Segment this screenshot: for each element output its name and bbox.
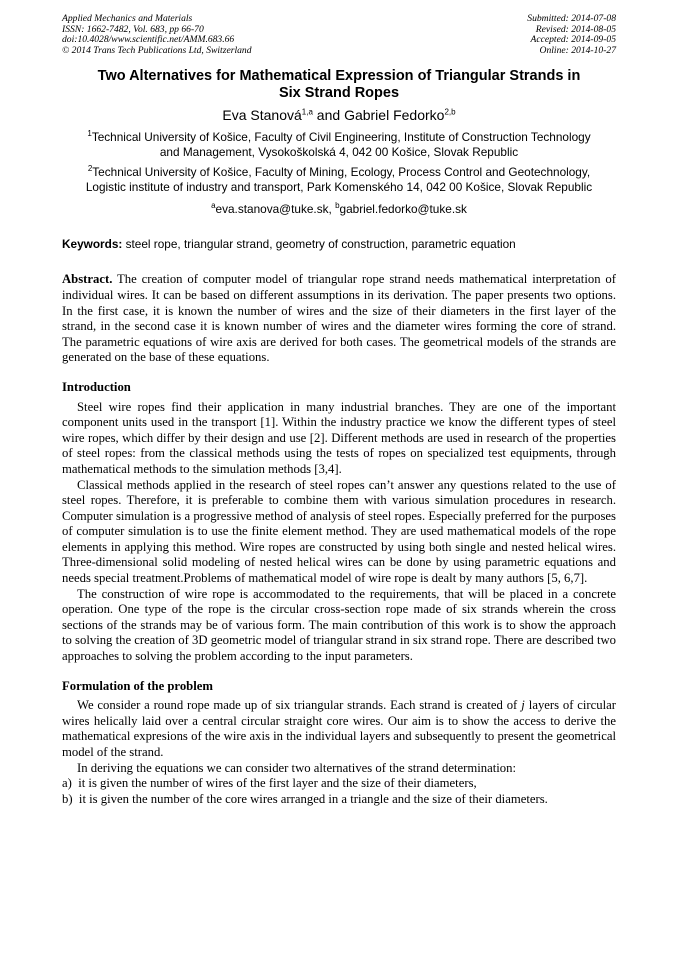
- author-separator: and: [312, 107, 345, 124]
- section-heading-introduction: Introduction: [62, 379, 131, 394]
- list-item: a) it is given the number of wires of the first layer and the size of their diameters,: [62, 776, 477, 791]
- formulation-p1-after: layers of circular wires helically laid over a central circular straight core wires. Our aim is to show the access to derive the mathematical expresions of the wire axis in the individual layers and subsequently to present the geometrical model of the strand.: [62, 698, 616, 759]
- date-revised: Revised: 2014-08-05: [535, 23, 616, 35]
- journal-info: [62, 14, 252, 56]
- journal-copyright: © 2014 Trans Tech Publications Ltd, Switzerland: [62, 44, 252, 56]
- affiliation-1-line-2: and Management, Vysokoškolská 4, 042 00 Košice, Slovak Republic: [159, 144, 519, 159]
- affiliation-1-line-1: Technical University of Košice, Faculty of Civil Engineering, Institute of Construction Technology: [91, 130, 591, 145]
- formulation-body: [62, 698, 616, 807]
- abstract: [62, 272, 616, 366]
- affiliation-2-marker: 2: [87, 164, 93, 174]
- affiliation-1-marker: 1: [87, 129, 92, 139]
- affiliation-2-line-1: Technical University of Košice, Faculty of Mining, Ecology, Process Control and Geotechnology,: [92, 165, 591, 180]
- abstract-text: The creation of computer model of triangular rope strand needs mathematical interpretation of individual wires. It can be based on different assumptions in its derivation. The paper presents two options. In the first case, it is known the number of wires and the size of their diameters in the first layer of the strand, in the second case it is known number of wires and the diameter wires forming the core of strand. The parametric equations of wire axis are derived for both cases. The geometrical models of the strands are generated on the base of these equations.: [62, 272, 616, 365]
- date-submitted: Submitted: 2014-07-08: [527, 13, 616, 24]
- journal-issn: ISSN: 1662-7482, Vol. 683, pp 66-70: [62, 23, 204, 35]
- alternatives-list: [62, 776, 616, 807]
- intro-paragraph-2: Classical methods applied in the research of steel ropes can’t answer any questions related to the use of steel ropes. Therefore, it is preferable to combine them with various simulation procedures in research. Computer simulation is a progressive method of analysis of steel ropes. Especially preferred for the purposes of computer simulation is to use the finite element method. They are used mathematical models of the rope elements in applying this method. Wire ropes are constructed by using both single and nested helical wires. Three-dimensional solid modeling of nested helical wires can be done by using parametric equations and needs special treatment.Problems of mathematical model of wire rope is dealt by many authors [5, 6,7].: [62, 477, 616, 586]
- journal-name: Applied Mechanics and Materials: [62, 13, 193, 24]
- paper-title: [62, 68, 616, 102]
- email-b-marker: b: [335, 201, 340, 211]
- formulation-paragraph-2: In deriving the equations we can consider two alternatives of the strand determination:: [77, 760, 516, 775]
- publication-dates: [527, 14, 616, 56]
- author-emails: [62, 202, 616, 216]
- author-1: Eva Stanová: [222, 107, 302, 124]
- author-1-affil: 1,a: [301, 107, 313, 117]
- author-2-affil: 2,b: [444, 107, 456, 117]
- intro-paragraph-3: The construction of wire rope is accommodated to the requirements, that will be placed in a concrete operation. One type of the rope is the circular cross-section rope made of six strands wherein the cross sections of the strands may be of various form. The main contribution of this work is to show the approach to solving the creation of 3D geometric model of triangular strand in six strand rope. There are described two approaches to solving the problem according to the input parameters.: [62, 586, 616, 664]
- author-list: [62, 107, 616, 124]
- author-2: Gabriel Fedorko: [344, 107, 445, 124]
- email-b[interactable]: gabriel.fedorko@tuke.sk: [339, 202, 467, 217]
- affiliation-2: [62, 165, 616, 194]
- keywords-label: Keywords:: [62, 237, 123, 252]
- email-separator: ,: [328, 202, 336, 217]
- formulation-p1-before: We consider a round rope made up of six triangular strands. Each strand is created of: [77, 698, 518, 713]
- email-a-marker: a: [211, 201, 216, 211]
- formulation-paragraph-1: [62, 698, 616, 760]
- list-item: b) it is given the number of the core wires arranged in a triangle and the size of their diameters.: [62, 791, 548, 806]
- section-heading-formulation: Formulation of the problem: [62, 678, 213, 693]
- date-online: Online: 2014-10-27: [539, 44, 616, 56]
- affiliation-1: [62, 130, 616, 159]
- title-line-1: Two Alternatives for Mathematical Expression of Triangular Strands in: [97, 68, 581, 85]
- date-accepted: Accepted: 2014-09-05: [530, 34, 616, 46]
- journal-header: [62, 14, 616, 56]
- keywords-text: steel rope, triangular strand, geometry of construction, parametric equation: [122, 237, 516, 252]
- keywords: [62, 237, 616, 251]
- introduction-body: [62, 400, 616, 665]
- journal-doi: doi:10.4028/www.scientific.net/AMM.683.66: [62, 34, 235, 46]
- abstract-label: Abstract.: [62, 272, 113, 287]
- title-line-2: Six Strand Ropes: [278, 85, 400, 102]
- intro-paragraph-1: Steel wire ropes find their application in many industrial branches. They are one of the important component units used in the transport [1]. Within the industry practice we know the different types of steel wire ropes, which differ by their design and use [2]. Different methods are used in research of the properties of steel ropes: from the classical methods using the tests of ropes on specialized test equipments, through mathematical methods to the simulation methods [3,4].: [62, 399, 616, 476]
- email-a[interactable]: eva.stanova@tuke.sk: [215, 202, 329, 217]
- affiliation-2-line-2: Logistic institute of industry and transport, Park Komenského 14, 042 00 Košice, Slovak Republic: [85, 179, 593, 194]
- variable-j: j: [521, 698, 525, 713]
